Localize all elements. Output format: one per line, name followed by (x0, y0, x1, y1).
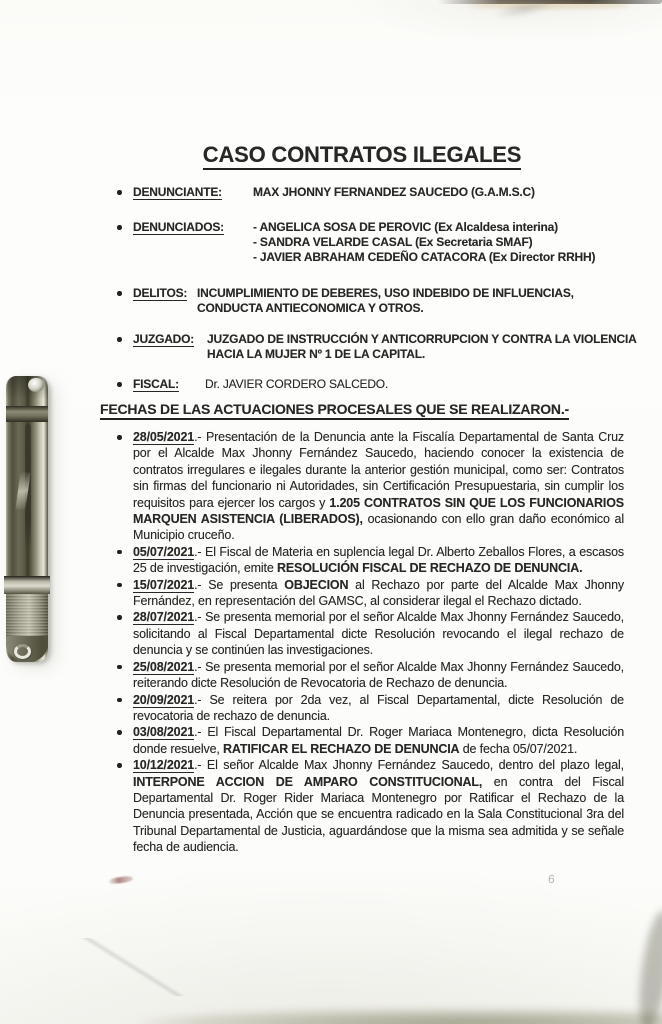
pen-loop-detail (14, 644, 31, 659)
entry-date: 03/08/2021 (133, 725, 195, 740)
party-label-text: DELITOS: (133, 286, 188, 300)
party-value (253, 220, 624, 265)
scan-corner-shadow (634, 909, 662, 1024)
entry-text-segment: 1.205 CONTRATOS SIN QUE LOS FUNCIONARIOS MARQUEN ASISTENCIA (LIBERADOS), (133, 495, 624, 527)
party-label-text: JUZGADO: (133, 332, 195, 346)
party-label-text: FISCAL: (133, 377, 179, 391)
entry-date: 25/08/2021 (133, 659, 195, 674)
entry-text-segment: .- Se presenta memorial por el señor Alcalde Max Jhonny Fernández Saucedo, solicitando al Fiscal Departamental dicte Resolución revocando el ilegal rechazo de denuncia y se continúen las investigaciones. (133, 610, 624, 658)
timeline-entry (100, 609, 624, 658)
entry-date: 28/05/2021 (133, 430, 195, 444)
ink-smudge (109, 875, 134, 884)
paper-crease (58, 938, 208, 996)
timeline-entry (100, 692, 624, 725)
entry-text-segment: .- Presentación de la Denuncia ante la Fiscalía Departamental de Santa Cruz por el Alcalde Max Jhonny Fernández Saucedo, haciendo conocer la existencia de contratos irregulares e ilegales durante la anterior gestión municipal, como ser: Contratos sin firmas del funcionario ni Autoridades, sin Certificación Presupuestaria, sin cumplir los requisitos para ejercer los cargos y (133, 430, 624, 510)
timeline-entry (100, 757, 624, 855)
pen-cap-highlight (28, 378, 44, 392)
party-label-text: DENUNCIANTE: (133, 185, 222, 199)
timeline-entry (100, 724, 624, 757)
party-value-line: Dr. JAVIER CORDERO SALCEDO. (205, 377, 389, 391)
metal-pen-object (6, 376, 48, 662)
party-item (100, 185, 624, 200)
entry-date: 15/07/2021 (133, 577, 195, 592)
pen-lower-body (6, 594, 48, 638)
entry-text-segment: INTERPONE ACCION DE AMPARO CONSTITUCIONAL, (133, 774, 483, 789)
entry-text-segment: .- El Fiscal Departamental Dr. Roger Mariaca Montenegro, dicta Resolución donde resuelve, (133, 725, 624, 756)
scan-bottom-shadow (140, 1008, 662, 1024)
entry-date: 10/12/2021 (133, 758, 195, 773)
entry-text-segment: ocasionando con ello gran daño económico al Municipio cruceño. (133, 512, 624, 543)
section-heading: FECHAS DE LAS ACTUACIONES PROCESALES QUE SE REALIZARON.- (100, 400, 624, 419)
party-value-line: CONDUCTA ANTIECONOMICA Y OTROS. (197, 301, 424, 315)
party-value-line: INCUMPLIMIENTO DE DEBERES, USO INDEBIDO DE INFLUENCIAS, (197, 286, 574, 300)
party-item (100, 377, 624, 392)
stray-pencil-mark: 6 (547, 871, 556, 887)
party-item (100, 220, 624, 265)
party-value-line: - SANDRA VELARDE CASAL (Ex Secretaria SMAF) (253, 235, 533, 249)
parties-list (100, 185, 637, 392)
document-title: CASO CONTRATOS ILEGALES (100, 142, 624, 168)
timeline-entry (100, 429, 624, 544)
party-value (207, 332, 637, 362)
document-body (100, 142, 637, 856)
pen-ring-band (4, 576, 50, 594)
entry-date: 05/07/2021 (133, 544, 195, 559)
party-item (100, 332, 637, 362)
entry-text-segment: al Rechazo por parte del Alcalde Max Jhonny Fernández, en representación del GAMSC, al considerar ilegal el Rechazo dictado. (133, 577, 624, 609)
entry-text-segment: .- Se presenta memorial por el señor Alcalde Max Jhonny Fernández Saucedo, reiterando dicte Resolución de Revocatoria de Rechazo de denuncia. (133, 659, 624, 691)
party-value-line: - ANGELICA SOSA DE PEROVIC (Ex Alcaldesa interina) (253, 220, 558, 234)
party-label (133, 286, 197, 316)
entry-text-segment: .- El señor Alcalde Max Jhonny Fernández Saucedo, dentro del plazo legal, (194, 758, 624, 773)
entry-text-segment: .- Se reitera por 2da vez, al Fiscal Departamental, dicte Resolución de revocatoria de rechazo de denuncia. (133, 692, 624, 723)
timeline-entry (100, 659, 624, 692)
party-value-line: JUZGADO DE INSTRUCCIÓN Y ANTICORRUPCION Y CONTRA LA VIOLENCIA (207, 332, 637, 346)
party-value (205, 377, 624, 392)
party-value (253, 185, 624, 200)
entry-date: 28/07/2021 (133, 610, 195, 625)
timeline-entry (100, 544, 624, 577)
entry-date: 20/09/2021 (133, 692, 195, 707)
party-item (100, 286, 624, 316)
party-value (197, 286, 624, 316)
party-label (133, 185, 253, 200)
timeline-entry (100, 577, 624, 610)
party-value-line: MAX JHONNY FERNANDEZ SAUCEDO (G.A.M.S.C) (253, 185, 535, 199)
entry-text-segment: RESOLUCIÓN FISCAL DE RECHAZO DE DENUNCIA. (276, 561, 583, 576)
party-label (133, 220, 253, 265)
party-label (133, 377, 205, 392)
entry-text-segment: de fecha 05/07/2021. (459, 741, 578, 756)
pen-top-band (6, 406, 48, 422)
party-value-line: HACIA LA MUJER Nº 1 DE LA CAPITAL. (207, 347, 426, 361)
entry-text-segment: .- Se presenta (194, 577, 285, 592)
entry-text-segment: en contra del Fiscal Departamental Dr. Roger Rider Mariaca Montenegro por Ratificar el Rechazo de la Denuncia presentada, Acción que se encuentra radicado en la Sala Constitucional 3ra del Tribunal Departamental de Justicia, aguardándose que la misma sea admitida y se señale fecha de audiencia. (133, 774, 624, 855)
entry-text-segment: RATIFICAR EL RECHAZO DE DENUNCIA (223, 741, 460, 756)
party-label (133, 332, 207, 362)
party-value-line: - JAVIER ABRAHAM CEDEÑO CATACORA (Ex Director RRHH) (253, 250, 596, 264)
timeline-list (100, 429, 624, 856)
entry-text-segment: OBJECION (284, 577, 349, 592)
party-label-text: DENUNCIADOS: (133, 220, 224, 234)
entry-text-segment: .- El Fiscal de Materia en suplencia legal Dr. Alberto Zeballos Flores, a escasos 25 de investigación, emite (133, 544, 624, 576)
